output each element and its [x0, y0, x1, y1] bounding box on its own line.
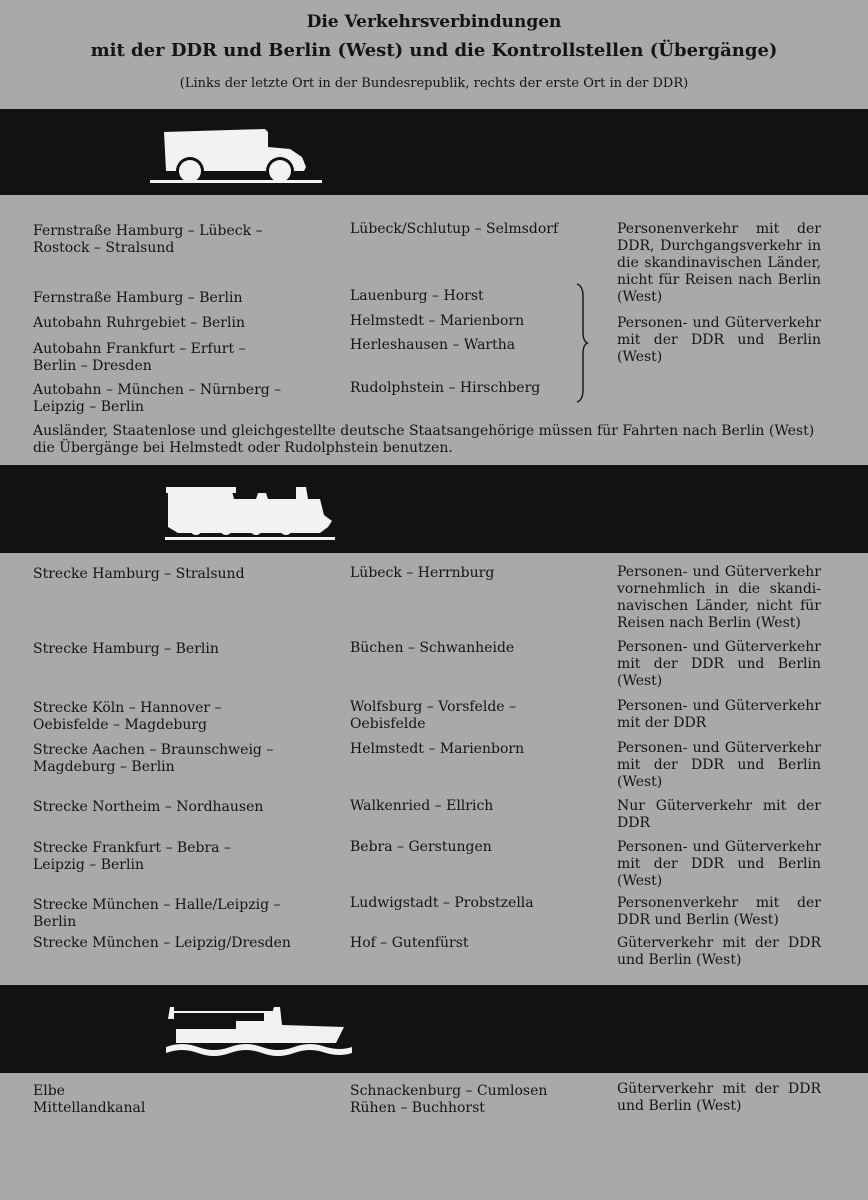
- rail-crossing-7: Ludwigstadt – Probstzella: [350, 895, 534, 911]
- rail-note-3: Personen- und Güterverkehr mit der DDR: [617, 698, 821, 731]
- rail-crossing-4: Helmstedt – Marienborn: [350, 741, 525, 757]
- road-route-1: Fernstraße Hamburg – Lübeck – Rostock – Stralsund: [33, 223, 263, 256]
- rail-route-5: Strecke Northeim – Nordhausen: [33, 799, 264, 815]
- water-routes: Elbe Mittellandkanal: [33, 1083, 146, 1116]
- road-crossing-1: Lübeck/Schlutup – Selmsdorf: [350, 221, 559, 237]
- rail-route-1: Strecke Hamburg – Stralsund: [33, 566, 245, 582]
- water-crossings: Schnackenburg – Cumlosen Rühen – Buchhorst: [350, 1083, 548, 1116]
- rail-route-6: Strecke Frankfurt – Bebra – Leipzig – Berlin: [33, 840, 231, 873]
- rail-route-2: Strecke Hamburg – Berlin: [33, 641, 219, 657]
- road-footnote: Ausländer, Staatenlose und gleichgestellte deutsche Staatsangehörige müssen für Fahrten nach Berlin (West) die Übergänge bei Helmstedt oder Rudolphstein benutzen.: [33, 423, 815, 456]
- road-note-1: Personenverkehr mit der DDR, Durchgangsverkehr in die skandinavischen Länder, nicht für Reisen nach Berlin (West): [617, 221, 821, 305]
- rail-route-8: Strecke München – Leipzig/Dresden: [33, 935, 291, 951]
- rail-crossing-2: Büchen – Schwanheide: [350, 640, 515, 656]
- road-route-3: Autobahn Ruhrgebiet – Berlin: [33, 315, 245, 331]
- road-route-5: Autobahn – München – Nürnberg – Leipzig – Berlin: [33, 382, 282, 415]
- rail-note-6: Personen- und Güterverkehr mit der DDR und Berlin (West): [617, 839, 821, 889]
- rail-crossing-1: Lübeck – Herrnburg: [350, 565, 495, 581]
- rail-section-band: [0, 465, 868, 553]
- page-title-line2: mit der DDR und Berlin (West) und die Kontrollstellen (Übergänge): [90, 40, 778, 61]
- road-crossing-4: Herleshausen – Wartha: [350, 337, 516, 353]
- rail-crossing-6: Bebra – Gerstungen: [350, 839, 492, 855]
- road-route-2: Fernstraße Hamburg – Berlin: [33, 290, 243, 306]
- road-crossing-5: Rudolphstein – Hirschberg: [350, 380, 541, 396]
- road-route-4: Autobahn Frankfurt – Erfurt – Berlin – Dresden: [33, 341, 246, 374]
- rail-route-7: Strecke München – Halle/Leipzig – Berlin: [33, 897, 281, 930]
- rail-note-2: Personen- und Güterverkehr mit der DDR und Berlin (West): [617, 639, 821, 689]
- road-note-2: Personen- und Güterverkehr mit der DDR und Berlin (West): [617, 315, 821, 365]
- rail-route-4: Strecke Aachen – Braunschweig – Magdeburg – Berlin: [33, 742, 274, 775]
- water-section-band: [0, 985, 868, 1073]
- road-crossing-3: Helmstedt – Marienborn: [350, 313, 525, 329]
- rail-crossing-8: Hof – Gutenfürst: [350, 935, 469, 951]
- rail-note-7: Personenverkehr mit der DDR und Berlin (West): [617, 895, 821, 928]
- rail-note-5: Nur Güterverkehr mit der DDR: [617, 798, 821, 831]
- brace-bracket: [574, 282, 590, 404]
- rail-crossing-5: Walkenried – Ellrich: [350, 798, 494, 814]
- ship-icon: [0, 985, 868, 1073]
- road-crossing-2: Lauenburg – Horst: [350, 288, 484, 304]
- page-subtitle: (Links der letzte Ort in der Bundesrepublik, rechts der erste Ort in der DDR): [179, 76, 689, 91]
- truck-icon: [0, 109, 868, 195]
- rail-note-4: Personen- und Güterverkehr mit der DDR und Berlin (West): [617, 740, 821, 790]
- rail-note-8: Güterverkehr mit der DDR und Berlin (West): [617, 935, 821, 968]
- water-note: Güterverkehr mit der DDR und Berlin (West): [617, 1081, 821, 1114]
- rail-note-1: Personen- und Güterverkehr vornehmlich in die skandi- navischen Länder, nicht für Reisen nach Berlin (West): [617, 564, 821, 631]
- rail-route-3: Strecke Köln – Hannover – Oebisfelde – Magdeburg: [33, 700, 222, 733]
- steam-locomotive-icon: [0, 465, 868, 553]
- road-section-band: [0, 109, 868, 195]
- page-title: Die Verkehrsverbindungen: [306, 12, 562, 32]
- rail-crossing-3: Wolfsburg – Vorsfelde – Oebisfelde: [350, 699, 517, 732]
